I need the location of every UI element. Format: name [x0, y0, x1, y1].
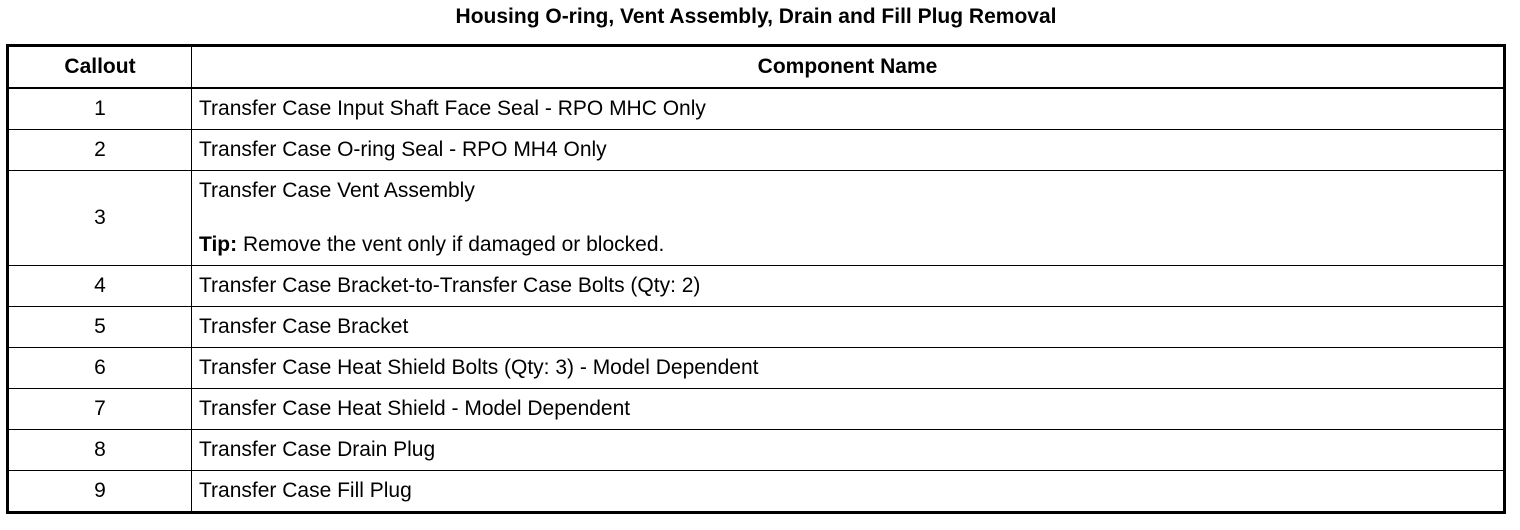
callout-cell: 1 — [8, 88, 192, 130]
callout-cell: 5 — [8, 307, 192, 348]
table-row — [8, 88, 1505, 130]
column-header-callout: Callout — [8, 46, 192, 89]
callout-cell: 3 — [8, 171, 192, 266]
column-header-component-name: Component Name — [192, 46, 1505, 89]
component-table — [6, 44, 1506, 514]
table-header-row — [8, 46, 1505, 89]
component-name-cell: Transfer Case Bracket — [192, 307, 1505, 348]
table-row — [8, 430, 1505, 471]
table-row — [8, 266, 1505, 307]
component-name-cell: Transfer Case Drain Plug — [192, 430, 1505, 471]
component-name-cell: Transfer Case Fill Plug — [192, 471, 1505, 513]
callout-cell: 2 — [8, 130, 192, 171]
table-row — [8, 307, 1505, 348]
component-name-cell — [192, 171, 1505, 266]
callout-cell: 8 — [8, 430, 192, 471]
component-name-cell: Transfer Case Heat Shield Bolts (Qty: 3) - Model Dependent — [192, 348, 1505, 389]
component-name-text: Transfer Case Vent Assembly — [199, 179, 475, 202]
table-row — [8, 389, 1505, 430]
component-name-cell: Transfer Case O-ring Seal - RPO MH4 Only — [192, 130, 1505, 171]
callout-cell: 7 — [8, 389, 192, 430]
callout-cell: 4 — [8, 266, 192, 307]
callout-cell: 9 — [8, 471, 192, 513]
table-row — [8, 348, 1505, 389]
component-name-cell: Transfer Case Bracket-to-Transfer Case Bolts (Qty: 2) — [192, 266, 1505, 307]
tip-note — [199, 232, 1496, 258]
tip-text: Remove the vent only if damaged or blocked. — [237, 233, 665, 256]
tip-label: Tip: — [199, 233, 238, 256]
component-name-cell: Transfer Case Input Shaft Face Seal - RPO MHC Only — [192, 88, 1505, 130]
table-row — [8, 471, 1505, 513]
component-name-cell: Transfer Case Heat Shield - Model Dependent — [192, 389, 1505, 430]
table-row — [8, 171, 1505, 266]
page-title: Housing O-ring, Vent Assembly, Drain and Fill Plug Removal — [455, 5, 1057, 28]
callout-cell: 6 — [8, 348, 192, 389]
table-row — [8, 130, 1505, 171]
